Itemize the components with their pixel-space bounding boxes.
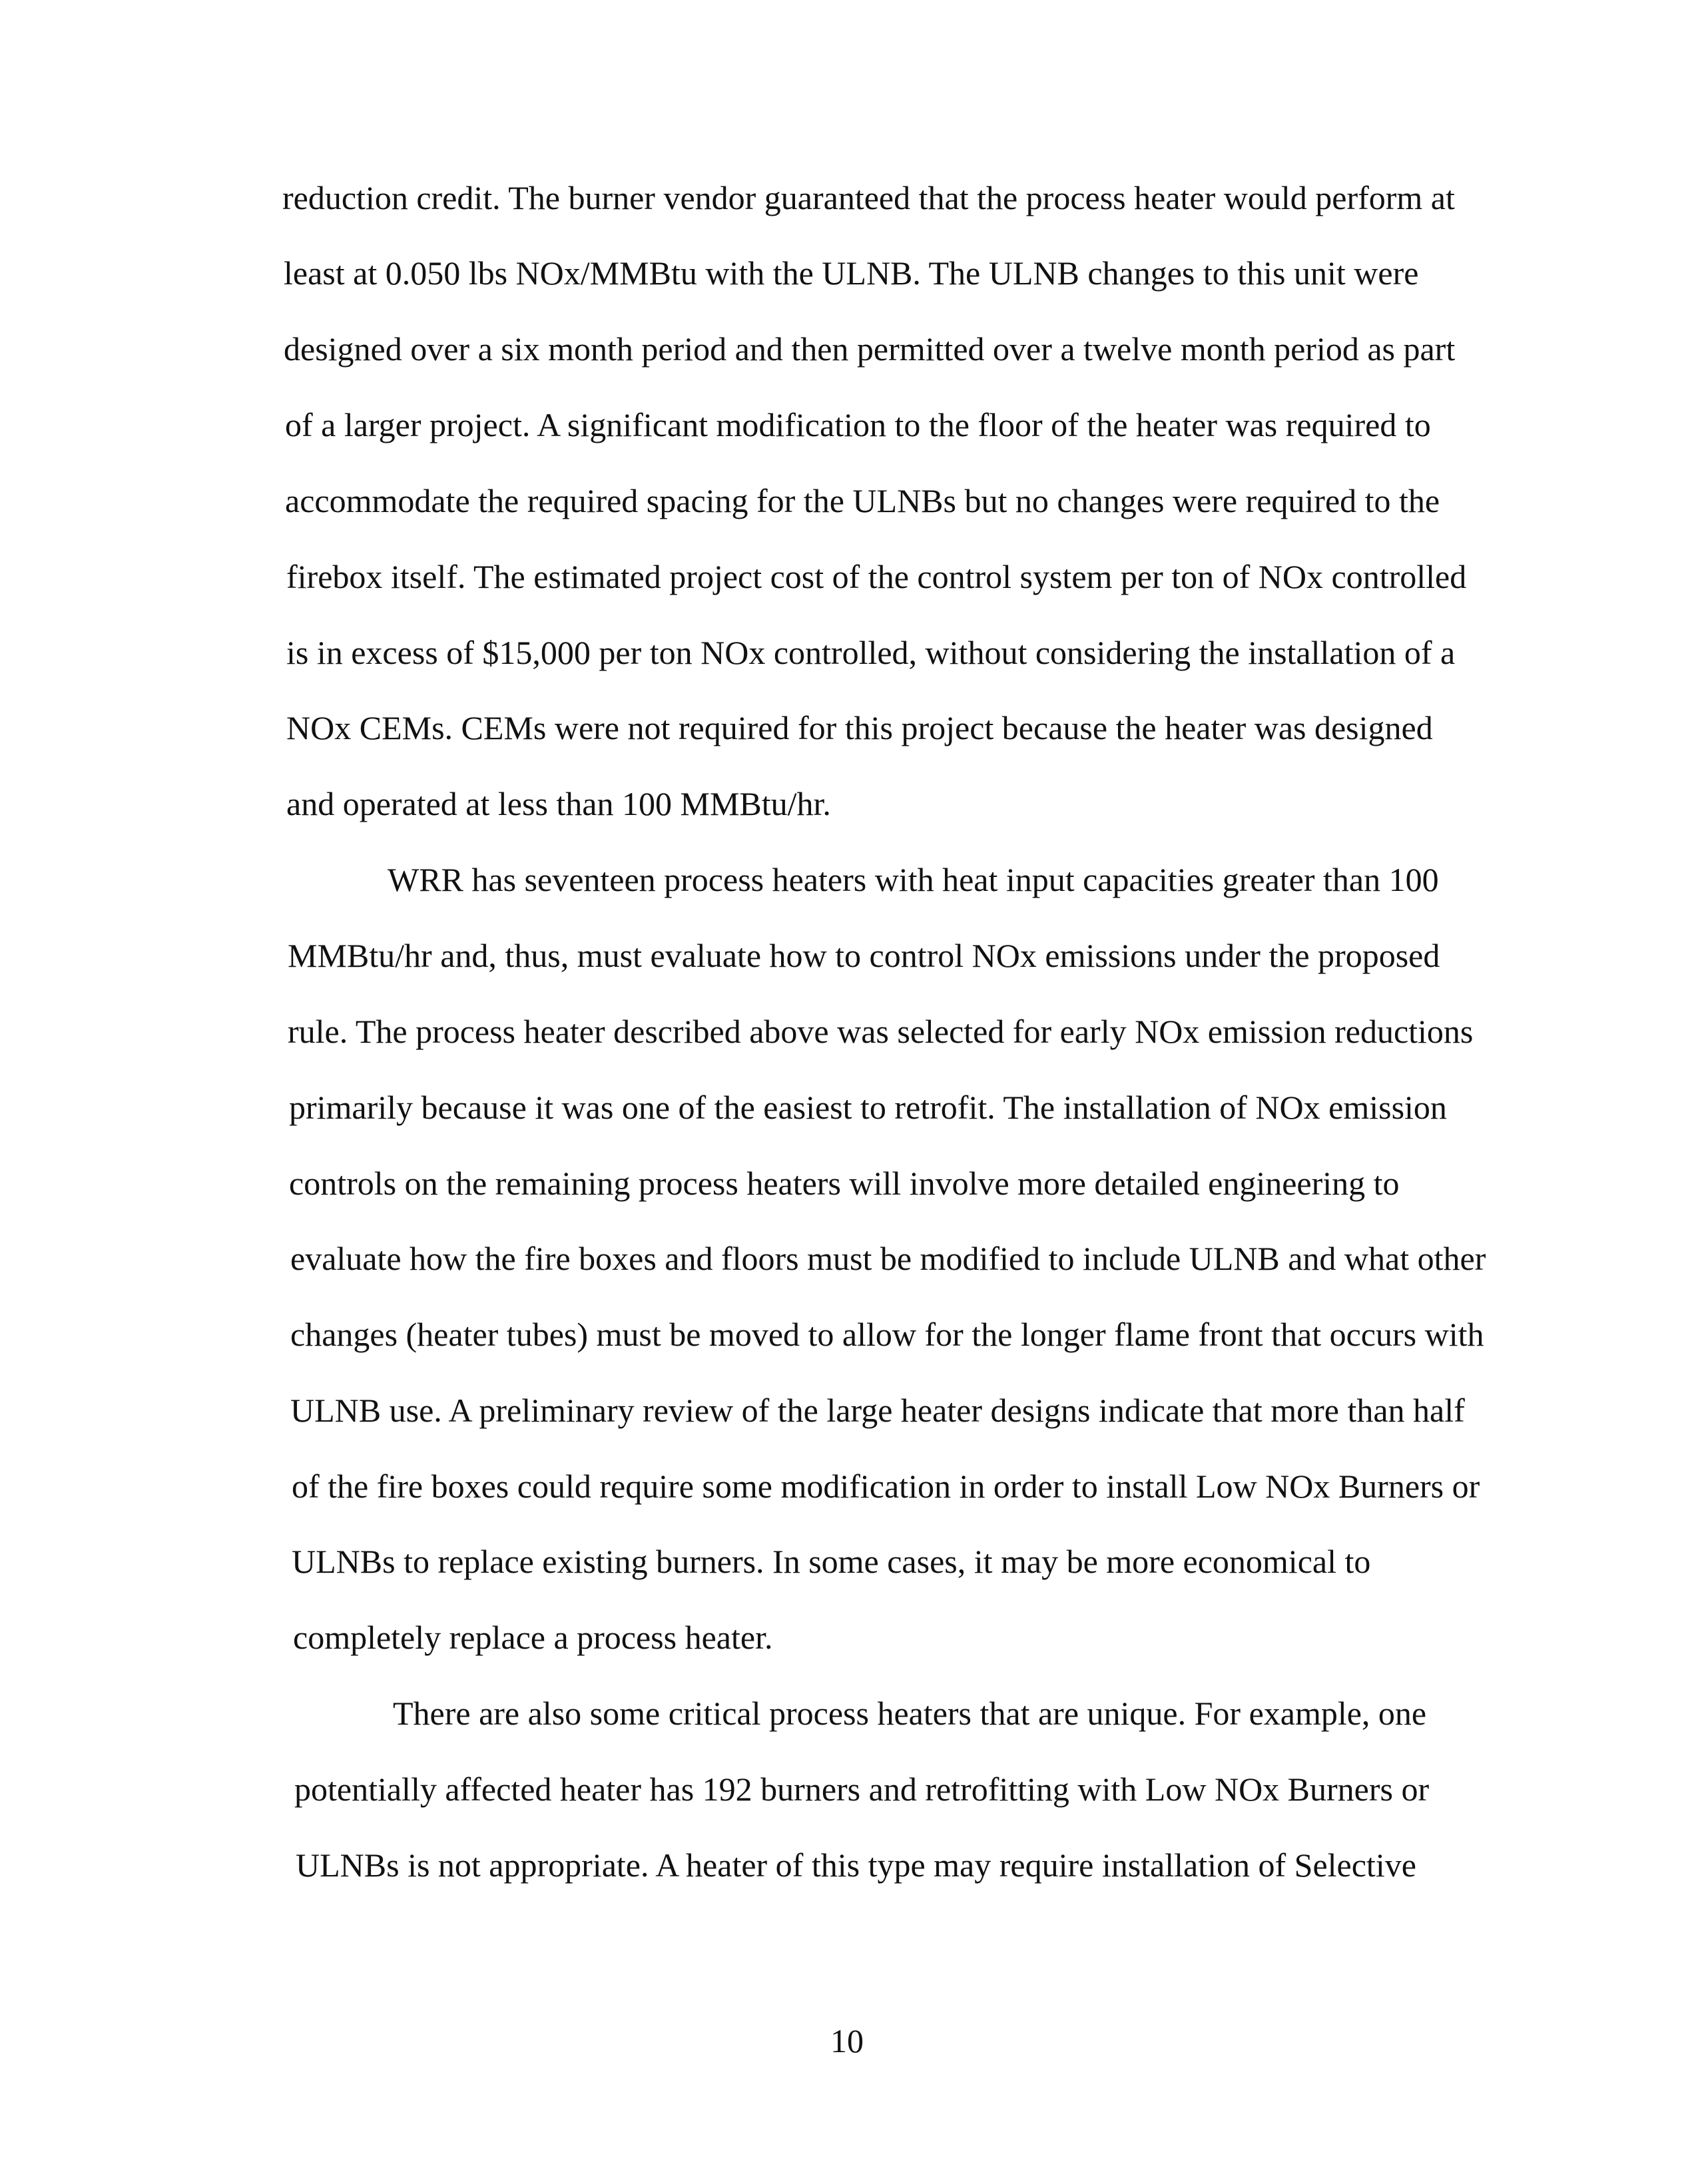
text-line: WRR has seventeen process heaters with heat input capacities greater than 100 xyxy=(388,861,1439,898)
text-line: accommodate the required spacing for the ULNBs but no changes were required to the xyxy=(285,482,1440,519)
text-line: of the fire boxes could require some modification in order to install Low NOx Burners or xyxy=(292,1468,1480,1505)
text-line: ULNB use. A preliminary review of the large heater designs indicate that more than half xyxy=(290,1392,1465,1429)
text-line: is in excess of $15,000 per ton NOx controlled, without considering the installation of a xyxy=(286,634,1456,671)
page-number: 10 xyxy=(830,2022,864,2059)
text-line: primarily because it was one of the easiest to retrofit. The installation of NOx emission xyxy=(289,1089,1447,1126)
text-line: and operated at less than 100 MMBtu/hr. xyxy=(286,785,831,822)
text-line: changes (heater tubes) must be moved to allow for the longer flame front that occurs with xyxy=(290,1316,1484,1353)
text-line: potentially affected heater has 192 burners and retrofitting with Low NOx Burners or xyxy=(294,1771,1430,1808)
text-line: of a larger project. A significant modification to the floor of the heater was required to xyxy=(285,406,1431,443)
text-line: NOx CEMs. CEMs were not required for this project because the heater was designed xyxy=(286,709,1433,746)
text-line: rule. The process heater described above was selected for early NOx emission reductions xyxy=(288,1013,1474,1050)
text-line: controls on the remaining process heaters will involve more detailed engineering to xyxy=(289,1165,1400,1202)
text-line: least at 0.050 lbs NOx/MMBtu with the ULNB. The ULNB changes to this unit were xyxy=(284,254,1419,292)
text-line: designed over a six month period and then permitted over a twelve month period as part xyxy=(284,330,1456,368)
text-line: reduction credit. The burner vendor guaranteed that the process heater would perform at xyxy=(282,179,1455,216)
text-line: firebox itself. The estimated project cost of the control system per ton of NOx controlled xyxy=(286,558,1467,595)
text-line: MMBtu/hr and, thus, must evaluate how to control NOx emissions under the proposed xyxy=(288,937,1440,974)
text-line: evaluate how the fire boxes and floors must be modified to include ULNB and what other xyxy=(290,1240,1486,1277)
text-line: ULNBs to replace existing burners. In some cases, it may be more economical to xyxy=(292,1543,1371,1580)
text-line: ULNBs is not appropriate. A heater of this type may require installation of Selective xyxy=(296,1846,1416,1884)
text-line: There are also some critical process heaters that are unique. For example, one xyxy=(393,1695,1427,1732)
text-line: completely replace a process heater. xyxy=(293,1619,773,1656)
